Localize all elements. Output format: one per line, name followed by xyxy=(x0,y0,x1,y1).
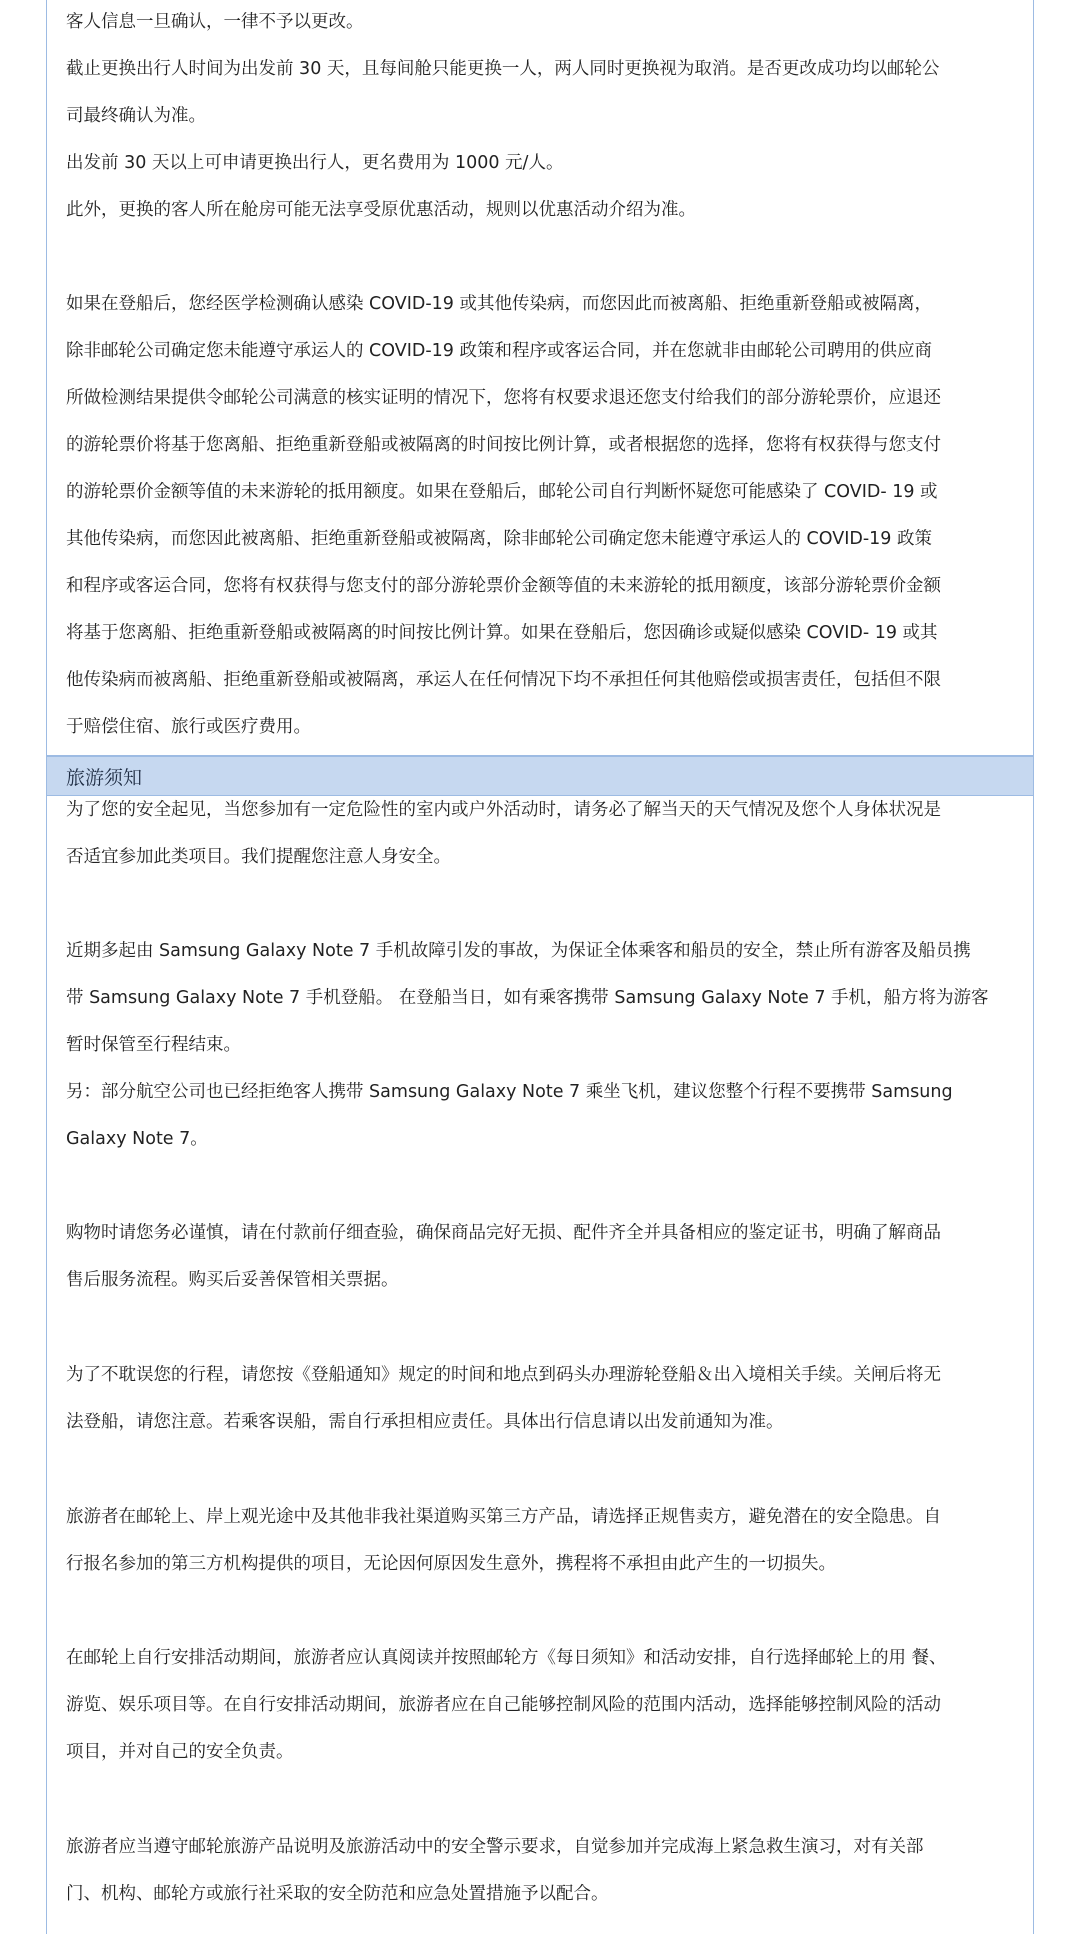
notice-text-line: 带 Samsung Galaxy Note 7 手机登船。 在登船当日，如有乘客携带 Samsung Galaxy Note 7 手机，船方将为游客 xyxy=(66,988,989,1008)
policy-text-line: 的游轮票价将基于您离船、拒绝重新登船或被隔离的时间按比例计算，或者根据您的选择，您将有权获得与您支付 xyxy=(66,435,941,455)
notice-text-line: 行报名参加的第三方机构提供的项目，无论因何原因发生意外，携程将不承担由此产生的一切损失。 xyxy=(66,1554,836,1574)
notice-text-line: 为了不耽误您的行程，请您按《登船通知》规定的时间和地点到码头办理游轮登船＆出入境相关手续。关闸后将无 xyxy=(66,1365,941,1385)
policy-text-line: 的游轮票价金额等值的未来游轮的抵用额度。如果在登船后，邮轮公司自行判断怀疑您可能感染了 COVID- 19 或 xyxy=(66,482,938,502)
notice-text-line: 否适宜参加此类项目。我们提醒您注意人身安全。 xyxy=(66,847,451,867)
policy-text-line: 截止更换出行人时间为出发前 30 天，且每间舱只能更换一人，两人同时更换视为取消。是否更改成功均以邮轮公 xyxy=(66,59,940,79)
policy-text-line: 所做检测结果提供令邮轮公司满意的核实证明的情况下，您将有权要求退还您支付给我们的部分游轮票价，应退还 xyxy=(66,388,941,408)
notice-text-line: 旅游者应当遵守邮轮旅游产品说明及旅游活动中的安全警示要求，自觉参加并完成海上紧急救生演习，对有关部 xyxy=(66,1837,924,1857)
notice-text-line: 为了您的安全起见，当您参加有一定危险性的室内或户外活动时，请务必了解当天的天气情况及您个人身体状况是 xyxy=(66,800,941,820)
notice-text-line: 项目，并对自己的安全负责。 xyxy=(66,1742,294,1762)
policy-section xyxy=(47,0,1033,756)
policy-text-line: 除非邮轮公司确定您未能遵守承运人的 COVID-19 政策和程序或客运合同，并在您就非由邮轮公司聘用的供应商 xyxy=(66,341,932,361)
policy-text-line: 于赔偿住宿、旅行或医疗费用。 xyxy=(66,717,311,737)
policy-text-line: 将基于您离船、拒绝重新登船或被隔离的时间按比例计算。如果在登船后，您因确诊或疑似感染 COVID- 19 或其 xyxy=(66,623,938,643)
policy-text-line: 此外，更换的客人所在舱房可能无法享受原优惠活动，规则以优惠活动介绍为准。 xyxy=(66,200,696,220)
notice-text-line: 另：部分航空公司也已经拒绝客人携带 Samsung Galaxy Note 7 乘坐飞机，建议您整个行程不要携带 Samsung xyxy=(66,1082,953,1102)
notice-text-line: 在邮轮上自行安排活动期间，旅游者应认真阅读并按照邮轮方《每日须知》和活动安排，自行选择邮轮上的用 餐、 xyxy=(66,1648,947,1668)
notice-text-line: 售后服务流程。购买后妥善保管相关票据。 xyxy=(66,1270,399,1290)
policy-text-line: 司最终确认为准。 xyxy=(66,106,206,126)
notice-text-line: Galaxy Note 7。 xyxy=(66,1129,208,1149)
content-frame xyxy=(46,0,1034,1934)
notice-text-line: 游览、娱乐项目等。在自行安排活动期间，旅游者应在自己能够控制风险的范围内活动，选择能够控制风险的活动 xyxy=(66,1695,941,1715)
policy-text-line: 他传染病而被离船、拒绝重新登船或被隔离，承运人在任何情况下均不承担任何其他赔偿或损害责任，包括但不限 xyxy=(66,670,941,690)
notice-text-line: 门、机构、邮轮方或旅行社采取的安全防范和应急处置措施予以配合。 xyxy=(66,1884,609,1904)
policy-text-line: 和程序或客运合同，您将有权获得与您支付的部分游轮票价金额等值的未来游轮的抵用额度，该部分游轮票价金额 xyxy=(66,576,941,596)
notice-text-line: 购物时请您务必谨慎，请在付款前仔细查验，确保商品完好无损、配件齐全并具备相应的鉴定证书，明确了解商品 xyxy=(66,1223,941,1243)
notice-text-line: 暂时保管至行程结束。 xyxy=(66,1035,241,1055)
policy-text-line: 出发前 30 天以上可申请更换出行人，更名费用为 1000 元/人。 xyxy=(66,153,564,173)
policy-text-line: 客人信息一旦确认，一律不予以更改。 xyxy=(66,12,364,32)
section-title: 旅游须知 xyxy=(66,767,143,789)
notice-text-line: 法登船，请您注意。若乘客误船，需自行承担相应责任。具体出行信息请以出发前通知为准。 xyxy=(66,1412,784,1432)
notice-text-line: 近期多起由 Samsung Galaxy Note 7 手机故障引发的事故，为保证全体乘客和船员的安全，禁止所有游客及船员携 xyxy=(66,941,971,961)
section-header xyxy=(47,756,1033,796)
notice-text-line: 旅游者在邮轮上、岸上观光途中及其他非我社渠道购买第三方产品，请选择正规售卖方，避免潜在的安全隐患。自 xyxy=(66,1507,941,1527)
policy-text-line: 其他传染病，而您因此被离船、拒绝重新登船或被隔离，除非邮轮公司确定您未能遵守承运人的 COVID-19 政策 xyxy=(66,529,932,549)
policy-text-line: 如果在登船后，您经医学检测确认感染 COVID-19 或其他传染病，而您因此而被离船、拒绝重新登船或被隔离， xyxy=(66,294,932,314)
